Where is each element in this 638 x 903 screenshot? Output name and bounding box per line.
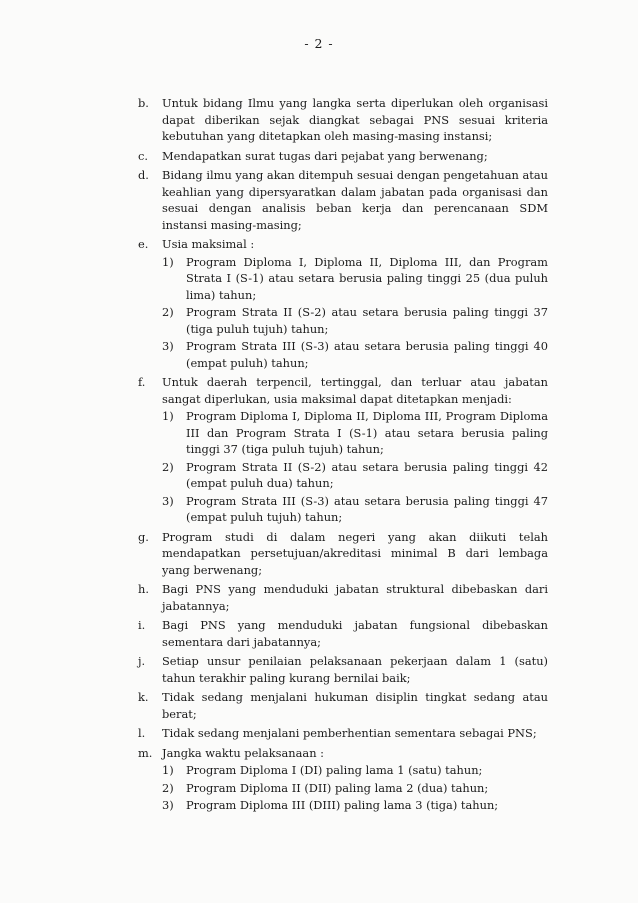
sub-item: [162, 338, 548, 371]
item-text: Setiap unsur penilaian pelaksanaan pekerjaan dalam 1 (satu) tahun terakhir paling kurang bernilai baik;: [162, 654, 548, 685]
item-body: [162, 581, 548, 614]
sub-item-number: 3): [162, 798, 174, 812]
list-item: [138, 236, 548, 371]
sub-item-number: 1): [162, 409, 174, 423]
item-text: Tidak sedang menjalani pemberhentian sementara sebagai PNS;: [162, 726, 537, 740]
sub-item: [162, 254, 548, 304]
item-body: [162, 617, 548, 650]
item-body: [162, 167, 548, 233]
sub-item-number: 3): [162, 339, 174, 353]
sub-item: [162, 304, 548, 337]
sub-item-number: 2): [162, 780, 174, 795]
list-item: [138, 374, 548, 526]
list-item: [138, 653, 548, 686]
item-letter: j.: [138, 654, 146, 668]
sub-item-number: 1): [162, 254, 174, 269]
item-letter: i.: [138, 618, 146, 632]
item-letter: d.: [138, 168, 149, 182]
list-item: [138, 581, 548, 614]
item-body: [162, 725, 548, 742]
list-item: [138, 95, 548, 145]
sub-item-number: 2): [162, 459, 174, 474]
sub-item: [162, 459, 548, 492]
item-body: [162, 148, 548, 165]
item-body: [162, 745, 548, 814]
item-letter: f.: [138, 375, 146, 389]
item-text: Bagi PNS yang menduduki jabatan fungsional dibebaskan sementara dari jabatannya;: [162, 618, 548, 649]
sub-item-text: Program Strata III (S-3) atau setara berusia paling tinggi 40 (empat puluh) tahun;: [186, 339, 548, 370]
item-body: [162, 529, 548, 579]
sub-item-text: Program Strata III (S-3) atau setara berusia paling tinggi 47 (empat puluh tujuh) tahun;: [186, 493, 548, 524]
sub-item: [162, 493, 548, 526]
item-letter: k.: [138, 690, 149, 704]
item-letter: g.: [138, 529, 149, 544]
sub-item-number: 2): [162, 305, 174, 319]
list-item: [138, 689, 548, 722]
sub-item-text: Program Strata II (S-2) atau setara berusia paling tinggi 42 (empat puluh dua) tahun;: [186, 459, 548, 490]
item-body: [162, 653, 548, 686]
item-letter: h.: [138, 582, 149, 596]
item-letter: c.: [138, 148, 149, 163]
item-text: Bidang ilmu yang akan ditempuh sesuai dengan pengetahuan atau keahlian yang dipersyaratkan dalam jabatan pada organisasi dan sesuai dengan analisis beban kerja dan perencanaan SDM instansi masing-masing;: [162, 168, 548, 232]
list-item: [138, 725, 548, 742]
item-letter: e.: [138, 237, 149, 251]
sub-item-text: Program Diploma II (DII) paling lama 2 (dua) tahun;: [186, 780, 489, 795]
item-letter: l.: [138, 726, 146, 740]
item-text: Tidak sedang menjalani hukuman disiplin tingkat sedang atau berat;: [162, 690, 548, 721]
sub-item: [162, 780, 548, 797]
sub-item: [162, 762, 548, 779]
list-item: [138, 745, 548, 814]
sub-item: [162, 408, 548, 458]
page-number: - 2 -: [304, 36, 334, 51]
sub-item: [162, 797, 548, 814]
item-text: Program studi di dalam negeri yang akan diikuti telah mendapatkan persetujuan/akreditasi minimal B dari lembaga yang berwenang;: [162, 529, 548, 577]
sub-item-text: Program Diploma I (DI) paling lama 1 (satu) tahun;: [186, 763, 483, 777]
requirements-list: [138, 95, 548, 817]
sub-item-text: Program Diploma III (DIII) paling lama 3 (tiga) tahun;: [186, 798, 499, 812]
sub-item-text: Program Strata II (S-2) atau setara berusia paling tinggi 37 (tiga puluh tujuh) tahun;: [186, 305, 548, 336]
item-text: Untuk bidang Ilmu yang langka serta diperlukan oleh organisasi dapat diberikan sejak diangkat sebagai PNS sesuai kriteria kebutuhan yang ditetapkan oleh masing-masing instansi;: [162, 96, 548, 143]
list-item: [138, 617, 548, 650]
item-text: Mendapatkan surat tugas dari pejabat yang berwenang;: [162, 148, 488, 163]
item-text: Untuk daerah terpencil, tertinggal, dan terluar atau jabatan sangat diperlukan, usia maksimal dapat ditetapkan menjadi:: [162, 375, 548, 406]
sub-item-number: 1): [162, 763, 174, 777]
item-body: [162, 374, 548, 526]
item-text: Usia maksimal :: [162, 237, 255, 251]
item-text: Jangka waktu pelaksanaan :: [162, 745, 324, 760]
list-item: [138, 167, 548, 233]
item-text: Bagi PNS yang menduduki jabatan struktural dibebaskan dari jabatannya;: [162, 582, 548, 613]
sub-item-text: Program Diploma I, Diploma II, Diploma III, Program Diploma III dan Program Strata I (S-1) atau setara berusia paling tinggi 37 (tiga puluh tujuh) tahun;: [186, 409, 548, 456]
sub-item-text: Program Diploma I, Diploma II, Diploma III, dan Program Strata I (S-1) atau setara berusia paling tinggi 25 (dua puluh lima) tahun;: [186, 254, 548, 302]
item-body: [162, 236, 548, 371]
item-letter: b.: [138, 96, 149, 110]
sub-item-number: 3): [162, 493, 174, 508]
list-item: [138, 529, 548, 579]
item-body: [162, 689, 548, 722]
item-letter: m.: [138, 745, 153, 760]
list-item: [138, 148, 548, 165]
item-body: [162, 95, 548, 145]
